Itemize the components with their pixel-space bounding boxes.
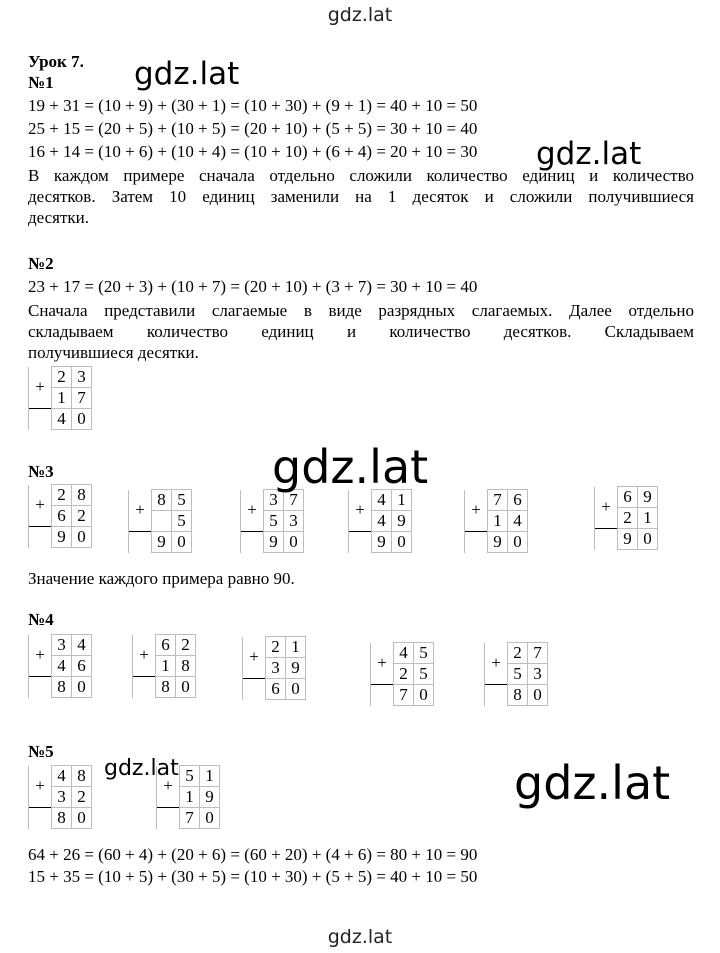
addend-digit: 1 [638,508,658,529]
sum-digit: 0 [284,532,304,553]
addend-digit: 7 [72,388,92,409]
sum-digit: 0 [200,808,220,829]
addend-digit: 5 [172,511,192,532]
addend-digit: 6 [508,490,528,511]
addend-digit: 1 [488,511,508,532]
sum-digit: 9 [52,527,72,548]
addend-digit: 8 [152,490,172,511]
addend-digit: 6 [156,635,176,656]
ex1-para-line: десятки. [28,208,90,227]
addend-digit [152,511,172,532]
watermark: gdz.lat [514,756,671,810]
empty-cell [485,685,508,706]
plus-sign: + [29,635,52,677]
addend-digit: 7 [528,643,548,664]
addend-digit: 4 [52,766,72,787]
sum-digit: 0 [72,808,92,829]
empty-cell [29,808,52,829]
addend-digit: 3 [52,635,72,656]
addend-digit: 2 [52,367,72,388]
addend-digit: 9 [638,487,658,508]
column-addition [484,642,548,706]
column-addition [370,642,434,706]
addend-digit: 4 [394,643,414,664]
addend-digit: 3 [72,367,92,388]
ex2-para-line: получившиеся десятки. [28,343,199,362]
column-addition [240,489,304,553]
addend-digit: 3 [264,490,284,511]
addend-digit: 1 [200,766,220,787]
addend-digit: 4 [508,511,528,532]
plus-sign: + [241,490,264,532]
ex1-para-line: В каждом примере сначала отдельно сложили количество единиц и количество [28,166,694,185]
sum-digit: 9 [152,532,172,553]
sum-digit: 7 [180,808,200,829]
addend-digit: 5 [414,664,434,685]
empty-cell [241,532,264,553]
sum-digit: 8 [156,677,176,698]
sum-digit: 7 [394,685,414,706]
empty-cell [29,527,52,548]
column-addition [28,366,92,430]
addend-digit: 5 [414,643,434,664]
sum-digit: 9 [264,532,284,553]
plus-sign: + [129,490,152,532]
addend-digit: 9 [392,511,412,532]
sum-digit: 4 [52,409,72,430]
addend-digit: 4 [52,656,72,677]
addend-digit: 4 [372,511,392,532]
ex1-para-line: десятков. Затем 10 единиц заменили на 1 десяток и сложили получившиеся [28,187,694,206]
addend-digit: 5 [264,511,284,532]
empty-cell [29,677,52,698]
ex4-label: №4 [28,610,54,629]
addend-digit: 2 [394,664,414,685]
ex5-line-1: 64 + 26 = (60 + 4) + (20 + 6) = (60 + 20) + (4 + 6) = 80 + 10 = 90 [28,845,478,864]
watermark: gdz.lat [104,756,179,781]
addend-digit: 4 [372,490,392,511]
sum-digit: 0 [638,529,658,550]
ex2-explanation [28,300,694,363]
addend-digit: 9 [200,787,220,808]
sum-digit: 8 [52,808,72,829]
addend-digit: 4 [72,635,92,656]
empty-cell [157,808,180,829]
addend-digit: 2 [618,508,638,529]
sum-digit: 0 [72,527,92,548]
addend-digit: 1 [180,787,200,808]
empty-cell [129,532,152,553]
empty-cell [371,685,394,706]
ex1-line-3: 16 + 14 = (10 + 6) + (10 + 4) = (10 + 10) + (6 + 4) = 20 + 10 = 30 [28,142,478,161]
ex2-label: №2 [28,254,54,273]
ex1-label: №1 [28,73,54,92]
addend-digit: 2 [72,787,92,808]
plus-sign: + [485,643,508,685]
ex1-line-1: 19 + 31 = (10 + 9) + (30 + 1) = (10 + 30) + (9 + 1) = 40 + 10 = 50 [28,96,478,115]
watermark: gdz.lat [134,56,240,92]
empty-cell [465,532,488,553]
addend-digit: 7 [284,490,304,511]
column-addition [28,634,92,698]
addend-digit: 7 [488,490,508,511]
column-addition [28,484,92,548]
sum-digit: 0 [414,685,434,706]
column-addition [242,636,306,700]
plus-sign: + [29,766,52,808]
sum-digit: 0 [72,409,92,430]
lesson-title: Урок 7. [28,52,84,71]
addend-digit: 3 [52,787,72,808]
addend-digit: 1 [286,637,306,658]
addend-digit: 2 [72,506,92,527]
site-header: gdz.lat [327,4,393,26]
addend-digit: 5 [180,766,200,787]
sum-digit: 0 [176,677,196,698]
column-addition [132,634,196,698]
sum-digit: 8 [508,685,528,706]
plus-sign: + [595,487,618,529]
addend-digit: 6 [52,506,72,527]
sum-digit: 9 [618,529,638,550]
addend-digit: 3 [284,511,304,532]
empty-cell [595,529,618,550]
column-addition [594,486,658,550]
sum-digit: 0 [286,679,306,700]
watermark: gdz.lat [272,440,429,494]
ex2-para-line: Сначала представили слагаемые в виде разрядных слагаемых. Далее отдельно [28,301,694,320]
ex1-explanation [28,165,694,228]
column-addition [128,489,192,553]
addend-digit: 6 [618,487,638,508]
addend-digit: 9 [286,658,306,679]
empty-cell [133,677,156,698]
addend-digit: 5 [508,664,528,685]
plus-sign: + [243,637,266,679]
ex1-line-2: 25 + 15 = (20 + 5) + (10 + 5) = (20 + 10) + (5 + 5) = 30 + 10 = 40 [28,119,478,138]
column-addition [348,489,412,553]
empty-cell [349,532,372,553]
addend-digit: 8 [176,656,196,677]
plus-sign: + [29,367,52,409]
addend-digit: 1 [156,656,176,677]
ex5-label: №5 [28,742,54,761]
addend-digit: 8 [72,766,92,787]
addend-digit: 2 [508,643,528,664]
addend-digit: 6 [72,656,92,677]
addend-digit: 2 [266,637,286,658]
sum-digit: 0 [72,677,92,698]
ex3-note: Значение каждого примера равно 90. [28,569,295,588]
sum-digit: 9 [488,532,508,553]
site-footer: gdz.lat [327,926,393,948]
addend-digit: 8 [72,485,92,506]
ex2-para-line: складываем количество единиц и количество десятков. Складываем [28,322,694,341]
addend-digit: 2 [52,485,72,506]
sum-digit: 0 [172,532,192,553]
plus-sign: + [371,643,394,685]
ex5-line-2: 15 + 35 = (10 + 5) + (30 + 5) = (10 + 30) + (5 + 5) = 40 + 10 = 50 [28,867,478,886]
plus-sign: + [29,485,52,527]
addend-digit: 3 [528,664,548,685]
addend-digit: 3 [266,658,286,679]
sum-digit: 0 [392,532,412,553]
sum-digit: 9 [372,532,392,553]
plus-sign: + [349,490,372,532]
plus-sign: + [133,635,156,677]
sum-digit: 0 [528,685,548,706]
empty-cell [243,679,266,700]
addend-digit: 1 [52,388,72,409]
ex2-line: 23 + 17 = (20 + 3) + (10 + 7) = (20 + 10) + (3 + 7) = 30 + 10 = 40 [28,277,478,296]
plus-sign: + [465,490,488,532]
sum-digit: 6 [266,679,286,700]
sum-digit: 8 [52,677,72,698]
addend-digit: 2 [176,635,196,656]
watermark: gdz.lat [536,136,642,172]
column-addition [28,765,92,829]
ex3-label: №3 [28,462,54,481]
plus-sign: + [157,766,180,808]
addend-digit: 1 [392,490,412,511]
column-addition [464,489,528,553]
sum-digit: 0 [508,532,528,553]
empty-cell [29,409,52,430]
addend-digit: 5 [172,490,192,511]
